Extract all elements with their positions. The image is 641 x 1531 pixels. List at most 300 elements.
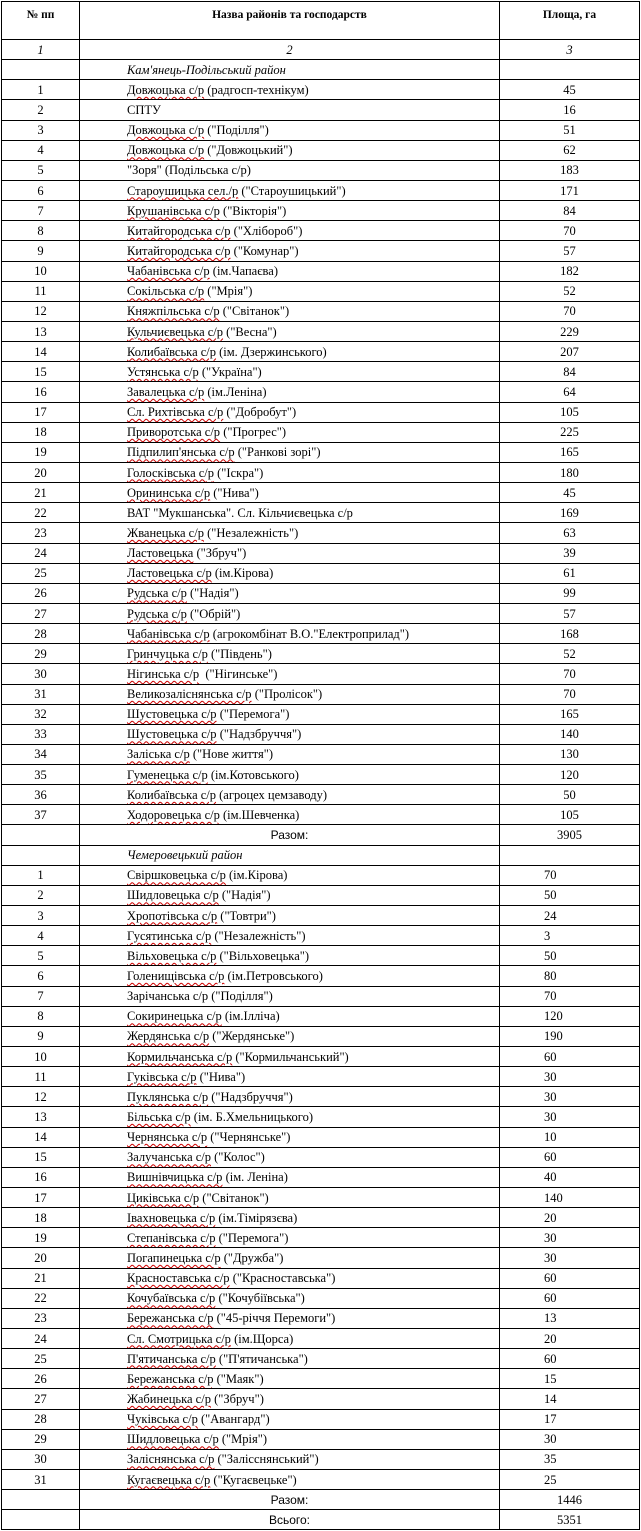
column-index-row: [2, 40, 640, 60]
row-number: 4: [2, 926, 80, 946]
areas-table: [1, 1, 640, 1530]
row-name-underlined: Сл. Смотрицька с/р: [127, 1331, 231, 1346]
row-name-rest: ("Перемога"): [216, 707, 290, 722]
row-name: [80, 926, 500, 946]
row-area: 57: [500, 603, 640, 623]
row-area: 13: [500, 1308, 640, 1328]
row-area: 50: [500, 946, 640, 966]
row-name-underlined: Жердянська с/р: [127, 1029, 210, 1044]
row-name-rest: ("Нива"): [210, 485, 259, 500]
row-area: 120: [500, 765, 640, 785]
row-name-rest: ("Колос"): [211, 1150, 265, 1165]
row-name-underlined: Крушанівська с/р: [127, 203, 220, 218]
row-name: [80, 523, 500, 543]
row-area: 64: [500, 382, 640, 402]
row-name: [80, 1167, 500, 1187]
row-name: [80, 1349, 500, 1369]
row-name-rest: (ім. Леніна): [222, 1170, 288, 1185]
row-name: [80, 342, 500, 362]
header-area: Площа, га: [500, 2, 640, 40]
row-name: [80, 1188, 500, 1208]
row-name-rest: ("Надзбруччя"): [208, 1089, 293, 1104]
row-number: 24: [2, 543, 80, 563]
row-name: [80, 765, 500, 785]
subtotal-label: Разом:: [80, 1490, 500, 1510]
row-number: 17: [2, 402, 80, 422]
row-name-underlined: Ходоровецька с/р: [127, 807, 220, 822]
row-name: [80, 603, 500, 623]
row-name-rest: (ім.Шевченка): [219, 807, 300, 822]
table-row: [2, 140, 640, 160]
row-name: [80, 442, 500, 462]
row-area: 25: [500, 1469, 640, 1489]
row-name: [80, 1147, 500, 1167]
row-name-underlined: Завалецька с/р: [127, 384, 205, 399]
subtotal-empty-cell: [2, 825, 80, 845]
row-number: 9: [2, 241, 80, 261]
row-number: 18: [2, 422, 80, 442]
row-name-underlined: Рудська с/р: [127, 586, 187, 601]
row-name-rest: ("Ранкові зорі"): [234, 445, 321, 460]
row-name: [80, 281, 500, 301]
row-area: 169: [500, 503, 640, 523]
row-number: 25: [2, 1349, 80, 1369]
table-row: [2, 624, 640, 644]
row-name-rest: СПТУ: [127, 102, 161, 117]
row-area: 39: [500, 543, 640, 563]
row-area: 20: [500, 1329, 640, 1349]
row-number: 18: [2, 1208, 80, 1228]
table-row: [2, 160, 640, 180]
row-name-rest: ("45-річчя Перемоги"): [213, 1311, 336, 1326]
table-row: [2, 684, 640, 704]
table-row: [2, 1268, 640, 1288]
row-number: 3: [2, 906, 80, 926]
row-number: 28: [2, 624, 80, 644]
row-area: 40: [500, 1167, 640, 1187]
row-name-underlined: Жабинецька с/р: [127, 1391, 211, 1406]
row-area: 207: [500, 342, 640, 362]
subtotal-label: Разом:: [80, 825, 500, 845]
row-name-underlined: Хропотівська с/р: [127, 908, 218, 923]
row-number: 24: [2, 1329, 80, 1349]
row-number: 8: [2, 1006, 80, 1026]
row-name-underlined: Жванецька с/р: [127, 525, 204, 540]
row-number: 11: [2, 1067, 80, 1087]
row-name: [80, 1288, 500, 1308]
table-row: [2, 885, 640, 905]
row-area: 168: [500, 624, 640, 644]
row-name-rest: ("Староушицький"): [238, 183, 346, 198]
row-name: [80, 785, 500, 805]
table-row: [2, 1248, 640, 1268]
row-area: 30: [500, 1248, 640, 1268]
row-area: 183: [500, 160, 640, 180]
table-row: [2, 1369, 640, 1389]
row-name-underlined: Колибаївська с/р: [127, 344, 217, 359]
row-area: 30: [500, 1228, 640, 1248]
row-area: 60: [500, 1288, 640, 1308]
row-number: 22: [2, 503, 80, 523]
row-number: 14: [2, 342, 80, 362]
row-name-rest: ("Кугаєвецьке"): [210, 1472, 297, 1487]
section-title: Чемеровецький район: [80, 845, 500, 865]
row-number: 34: [2, 744, 80, 764]
row-name: [80, 1409, 500, 1429]
row-name-rest: ("Товтри"): [217, 908, 276, 923]
row-number: 19: [2, 442, 80, 462]
row-number: 37: [2, 805, 80, 825]
row-name: [80, 865, 500, 885]
row-name: [80, 744, 500, 764]
row-area: 84: [500, 201, 640, 221]
row-name-rest: (ім.Щорса): [230, 1331, 294, 1346]
row-name-rest: ("Збруч"): [210, 1391, 264, 1406]
row-name-rest: (ім.Кірова): [225, 868, 288, 883]
row-area: 45: [500, 80, 640, 100]
table-row: [2, 644, 640, 664]
table-row: [2, 603, 640, 623]
row-number: 27: [2, 603, 80, 623]
row-name: [80, 1006, 500, 1026]
row-name-rest: ("Прогрес"): [220, 425, 287, 440]
table-row: [2, 342, 640, 362]
row-name-rest: ("Нива"): [196, 1069, 246, 1084]
row-name-rest: (агроцех цемзаводу): [216, 787, 328, 802]
table-row: [2, 1409, 640, 1429]
row-area: 51: [500, 120, 640, 140]
row-area: 14: [500, 1389, 640, 1409]
row-number: 29: [2, 1429, 80, 1449]
row-name-underlined: Чабанівська с/р: [127, 626, 210, 641]
row-area: 30: [500, 1107, 640, 1127]
row-name-rest: ("Кормильчанський"): [232, 1049, 349, 1064]
row-area: 60: [500, 1147, 640, 1167]
row-area: 60: [500, 1047, 640, 1067]
row-number: 28: [2, 1409, 80, 1429]
row-name-underlined: Чабанівська с/р: [127, 264, 210, 279]
row-number: 7: [2, 986, 80, 1006]
row-name-rest: ("Мрія"): [204, 284, 253, 299]
row-area: 70: [500, 221, 640, 241]
row-name: [80, 563, 500, 583]
subtotal-value: 3905: [500, 825, 640, 845]
row-name: [80, 906, 500, 926]
row-name: [80, 100, 500, 120]
row-name-underlined: Орининська с/р: [127, 485, 211, 500]
row-number: 16: [2, 1167, 80, 1187]
table-row: [2, 1067, 640, 1087]
row-name: [80, 462, 500, 482]
row-name-rest: ("Довжоцький"): [204, 143, 293, 158]
table-row: [2, 1127, 640, 1147]
table-row: [2, 462, 640, 482]
row-number: 25: [2, 563, 80, 583]
table-row: [2, 1429, 640, 1449]
section-empty-cell: [2, 60, 80, 80]
row-name-underlined: Залучанська с/р: [127, 1150, 212, 1165]
row-area: 70: [500, 684, 640, 704]
row-area: 24: [500, 906, 640, 926]
index-cell-2: 2: [80, 40, 500, 60]
row-area: 30: [500, 1067, 640, 1087]
row-name-underlined: Вільховецька с/р: [127, 948, 217, 963]
row-area: 80: [500, 966, 640, 986]
row-name-rest: ("Поділля"): [204, 123, 269, 138]
row-name-rest: ("Незалежність"): [203, 525, 299, 540]
row-name: [80, 503, 500, 523]
row-name: [80, 1429, 500, 1449]
row-name-rest: (радгосп-технікум): [204, 82, 309, 97]
row-name-rest: Зарічанська с/р ("Поділля"): [127, 989, 273, 1004]
row-name-rest: (ім.Тімірязєва): [215, 1210, 298, 1225]
row-number: 5: [2, 160, 80, 180]
row-name: [80, 543, 500, 563]
row-area: 61: [500, 563, 640, 583]
table-row: [2, 402, 640, 422]
row-name-underlined: Заліснянська с/р: [127, 1452, 215, 1467]
row-name-underlined: Устянська с/р: [127, 364, 199, 379]
row-number: 30: [2, 664, 80, 684]
section-empty-cell: [2, 845, 80, 865]
table-row: [2, 201, 640, 221]
row-name-underlined: Кульчиєвецька с/р: [127, 324, 224, 339]
row-number: 12: [2, 301, 80, 321]
row-number: 17: [2, 1188, 80, 1208]
row-name-underlined: Рудська с/р: [127, 606, 187, 621]
row-area: 52: [500, 281, 640, 301]
row-number: 30: [2, 1449, 80, 1469]
index-cell-3: 3: [500, 40, 640, 60]
index-cell-1: 1: [2, 40, 80, 60]
row-number: 19: [2, 1228, 80, 1248]
row-name-underlined: Чуківська с/р: [127, 1412, 198, 1427]
row-number: 3: [2, 120, 80, 140]
row-number: 29: [2, 644, 80, 664]
row-name-rest: ("Вікторія"): [219, 203, 287, 218]
row-name: [80, 160, 500, 180]
row-name-underlined: Гусятинська с/р: [127, 928, 212, 943]
table-body: [2, 60, 640, 1530]
row-name: [80, 241, 500, 261]
table-row: [2, 1208, 640, 1228]
row-number: 8: [2, 221, 80, 241]
table-row: [2, 744, 640, 764]
header-name: Назва районів та господарств: [80, 2, 500, 40]
row-area: 30: [500, 1429, 640, 1449]
row-area: 130: [500, 744, 640, 764]
row-area: 16: [500, 100, 640, 120]
table-row: [2, 724, 640, 744]
table-row: [2, 301, 640, 321]
table-row: [2, 805, 640, 825]
row-name-underlined: Підпилип'янська с/р: [127, 445, 235, 460]
row-name-underlined: Красноставська с/р: [127, 1271, 230, 1286]
row-name: [80, 1087, 500, 1107]
row-area: 63: [500, 523, 640, 543]
subtotal-row: [2, 825, 640, 845]
row-name-underlined: Китайгородська с/р: [127, 223, 231, 238]
row-name-underlined: Івахновецька с/р: [127, 1210, 216, 1225]
row-name: [80, 1449, 500, 1469]
row-name: [80, 1469, 500, 1489]
row-name-underlined: Гуківська с/р: [127, 1069, 197, 1084]
row-number: 21: [2, 1268, 80, 1288]
row-name: [80, 583, 500, 603]
row-name-rest: ("Хлібороб"): [230, 223, 303, 238]
row-name: [80, 1026, 500, 1046]
row-name-underlined: Гринчуцька с/р: [127, 646, 208, 661]
row-name-underlined: Шустовецька с/р: [127, 727, 217, 742]
row-name-rest: ("Нове життя"): [189, 747, 273, 762]
table-row: [2, 1087, 640, 1107]
row-name-underlined: Кормильчанська с/р: [127, 1049, 233, 1064]
table-row: [2, 1308, 640, 1328]
row-name-underlined: Чернянська с/р: [127, 1130, 208, 1145]
subtotal-row: [2, 1490, 640, 1510]
row-name: [80, 382, 500, 402]
row-name-underlined: Китайгородська с/р: [127, 243, 231, 258]
table-row: [2, 1329, 640, 1349]
row-number: 10: [2, 1047, 80, 1067]
row-name-rest: ("Південь"): [207, 646, 272, 661]
row-name-underlined: Вишнівчицька с/р: [127, 1170, 223, 1185]
row-number: 14: [2, 1127, 80, 1147]
row-area: 70: [500, 865, 640, 885]
table-row: [2, 100, 640, 120]
table-row: [2, 1188, 640, 1208]
table-row: [2, 523, 640, 543]
row-area: 70: [500, 301, 640, 321]
row-area: 120: [500, 1006, 640, 1026]
table-row: [2, 583, 640, 603]
row-number: 23: [2, 1308, 80, 1328]
row-name-underlined: Староушицька сел./р: [127, 183, 239, 198]
row-name-underlined: Кочубаївська с/р: [127, 1291, 216, 1306]
grand-total-row: [2, 1510, 640, 1530]
row-number: 23: [2, 523, 80, 543]
row-name-underlined: Великозаліснянська с/р: [127, 687, 252, 702]
grand-total-label: Всього:: [80, 1510, 500, 1530]
row-number: 26: [2, 583, 80, 603]
table-row: [2, 1389, 640, 1409]
table-row: [2, 986, 640, 1006]
row-name-rest: ("Чернянське"): [207, 1130, 291, 1145]
row-name-rest: ("Світанок"): [199, 1190, 269, 1205]
row-name: [80, 1268, 500, 1288]
row-name-rest: ("Комунар"): [230, 243, 299, 258]
row-name-rest: ("Нігинське"): [199, 666, 278, 681]
section-empty-cell: [500, 845, 640, 865]
row-name-rest: ("Світанок"): [219, 304, 290, 319]
row-name-underlined: Кугаєвецька с/р: [127, 1472, 211, 1487]
row-name: [80, 1228, 500, 1248]
row-name-rest: (ім. Дзержинського): [216, 344, 327, 359]
row-name-underlined: Гуменецька с/р: [127, 767, 208, 782]
row-name-rest: ("Дружба"): [220, 1251, 284, 1265]
row-area: 45: [500, 483, 640, 503]
row-name-underlined: Степанівська с/р: [127, 1230, 216, 1245]
row-area: 190: [500, 1026, 640, 1046]
table-row: [2, 704, 640, 724]
row-number: 7: [2, 201, 80, 221]
row-area: 52: [500, 644, 640, 664]
row-area: 229: [500, 321, 640, 341]
table-row: [2, 1469, 640, 1489]
row-name: [80, 704, 500, 724]
row-number: 15: [2, 1147, 80, 1167]
row-name-underlined: Пуклянська с/р: [127, 1089, 209, 1104]
table-row: [2, 261, 640, 281]
row-name-rest: (ім.Леніна): [204, 384, 267, 399]
table-row: [2, 1349, 640, 1369]
table-row: [2, 1147, 640, 1167]
table-row: [2, 1006, 640, 1026]
row-number: 15: [2, 362, 80, 382]
table-row: [2, 483, 640, 503]
row-number: 13: [2, 1107, 80, 1127]
row-name-rest: ("Авангард"): [197, 1412, 270, 1427]
grand-total-value: 5351: [500, 1510, 640, 1530]
row-number: 21: [2, 483, 80, 503]
row-name-rest: ("Залісснянський"): [214, 1452, 319, 1467]
table-row: [2, 362, 640, 382]
table-row: [2, 180, 640, 200]
row-name-rest: ("Збруч"): [193, 546, 247, 561]
row-name: [80, 1208, 500, 1228]
row-name-rest: ("Обрій"): [186, 606, 241, 621]
row-area: 30: [500, 1087, 640, 1107]
row-number: 2: [2, 885, 80, 905]
row-name-rest: ("Пролісок"): [251, 687, 323, 702]
row-area: 165: [500, 704, 640, 724]
row-name: [80, 1329, 500, 1349]
row-area: 3: [500, 926, 640, 946]
row-name-rest: ("Надзбруччя"): [216, 727, 302, 742]
row-name-underlined: Ластовецька: [127, 546, 194, 561]
row-name-rest: (ім. Б.Хмельницького): [190, 1110, 314, 1125]
table-row: [2, 785, 640, 805]
row-name-rest: ВАТ "Мукшанська". Сл. Кільчиєвецька с/р: [127, 505, 353, 520]
row-number: 35: [2, 765, 80, 785]
table-row: [2, 664, 640, 684]
row-number: 13: [2, 321, 80, 341]
row-name-underlined: Шидловецька с/р: [127, 1432, 219, 1447]
row-area: 35: [500, 1449, 640, 1469]
row-number: 9: [2, 1026, 80, 1046]
row-area: 50: [500, 785, 640, 805]
row-number: 31: [2, 684, 80, 704]
table-row: [2, 120, 640, 140]
row-number: 36: [2, 785, 80, 805]
table-row: [2, 1047, 640, 1067]
row-number: 1: [2, 865, 80, 885]
row-name-rest: ("Весна"): [223, 324, 277, 339]
row-name-rest: "Зоря" (Подільська с/р): [127, 163, 251, 178]
row-name: [80, 201, 500, 221]
row-name: [80, 1308, 500, 1328]
row-name: [80, 1248, 500, 1268]
row-area: 60: [500, 1349, 640, 1369]
row-area: 70: [500, 986, 640, 1006]
row-name-underlined: Сл. Рихтівська с/р: [127, 405, 224, 420]
table-row: [2, 382, 640, 402]
table-row: [2, 926, 640, 946]
subtotal-value: 1446: [500, 1490, 640, 1510]
row-name-underlined: Циківська с/р: [127, 1190, 200, 1205]
row-number: 6: [2, 966, 80, 986]
table-row: [2, 1167, 640, 1187]
